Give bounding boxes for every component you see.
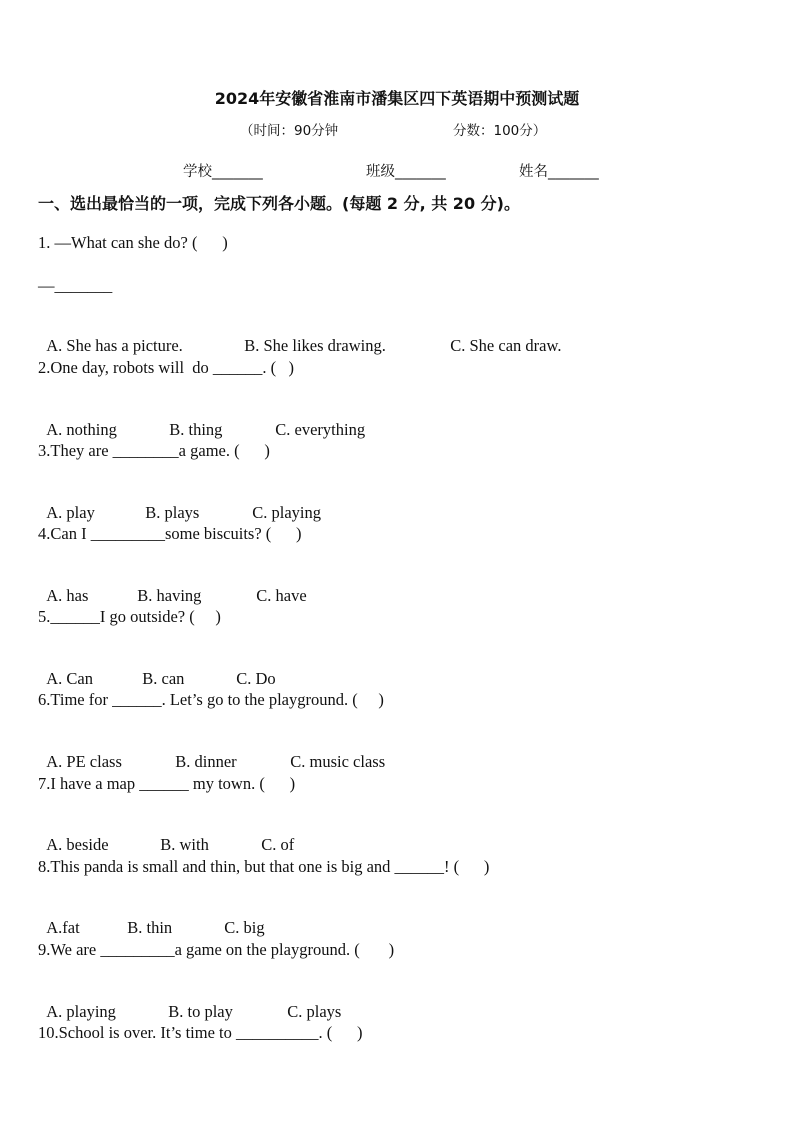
- option-a: A. nothing: [46, 420, 117, 439]
- exam-time: （时间：90分钟: [240, 123, 339, 139]
- option-a: A. PE class: [46, 752, 122, 771]
- question-8: 8.This panda is small and thin, but that one is big and ______! ( ): [38, 857, 490, 876]
- question-1-answer-line: —_______: [38, 276, 113, 295]
- option-a: A. play: [46, 503, 95, 522]
- option-b: B. with: [160, 835, 209, 854]
- question-2-options: [38, 400, 365, 440]
- option-c: C. She can draw.: [450, 336, 562, 355]
- option-c: C. of: [261, 835, 295, 854]
- question-4: 4.Can I _________some biscuits? ( ): [38, 524, 302, 543]
- option-a: A. has: [46, 586, 89, 605]
- question-3-options: [38, 483, 321, 523]
- option-c: C. music class: [290, 752, 386, 771]
- option-a: A.fat: [46, 918, 80, 937]
- option-b: B. thing: [169, 420, 223, 439]
- option-b: B. can: [142, 669, 185, 688]
- option-c: C. playing: [252, 503, 321, 522]
- option-b: B. thin: [127, 918, 173, 937]
- question-5-options: [38, 649, 276, 689]
- question-10: 10.School is over. It’s time to __________. ( ): [38, 1023, 363, 1042]
- question-2: 2.One day, robots will do ______. ( ): [38, 358, 295, 377]
- option-c: C. big: [224, 918, 265, 937]
- option-b: B. dinner: [175, 752, 237, 771]
- option-a: A. She has a picture.: [46, 336, 183, 355]
- option-b: B. She likes drawing.: [244, 336, 386, 355]
- option-c: C. have: [256, 586, 307, 605]
- option-b: B. plays: [145, 503, 200, 522]
- section-heading: 一、选出最恰当的一项，完成下列各小题。(每题 2 分, 共 20 分)。: [38, 194, 520, 213]
- option-c: C. plays: [287, 1002, 342, 1021]
- question-1: 1. —What can she do? ( ): [38, 233, 228, 252]
- option-a: A. beside: [46, 835, 109, 854]
- exam-score: 分数：100分）: [453, 123, 547, 139]
- option-a: A. playing: [46, 1002, 116, 1021]
- question-6: 6.Time for ______. Let’s go to the playground. ( ): [38, 690, 384, 709]
- page-title: 2024年安徽省淮南市潘集区四下英语期中预测试题: [214, 89, 580, 108]
- class-field: 班级_______: [366, 164, 446, 180]
- question-5: 5.______I go outside? ( ): [38, 607, 221, 626]
- question-7: 7.I have a map ______ my town. ( ): [38, 774, 296, 793]
- name-field: 姓名_______: [519, 164, 599, 180]
- question-6-options: [38, 732, 385, 772]
- option-a: A. Can: [46, 669, 93, 688]
- question-9-options: [38, 982, 341, 1022]
- option-b: B. to play: [168, 1002, 233, 1021]
- question-1-options: [38, 316, 561, 356]
- question-4-options: [38, 566, 307, 606]
- question-7-options: [38, 815, 294, 855]
- option-c: C. Do: [236, 669, 276, 688]
- question-3: 3.They are ________a game. ( ): [38, 441, 270, 460]
- option-c: C. everything: [275, 420, 366, 439]
- school-field: 学校_______: [183, 164, 263, 180]
- option-b: B. having: [137, 586, 202, 605]
- question-8-options: [38, 898, 265, 938]
- question-9: 9.We are _________a game on the playground. ( ): [38, 940, 395, 959]
